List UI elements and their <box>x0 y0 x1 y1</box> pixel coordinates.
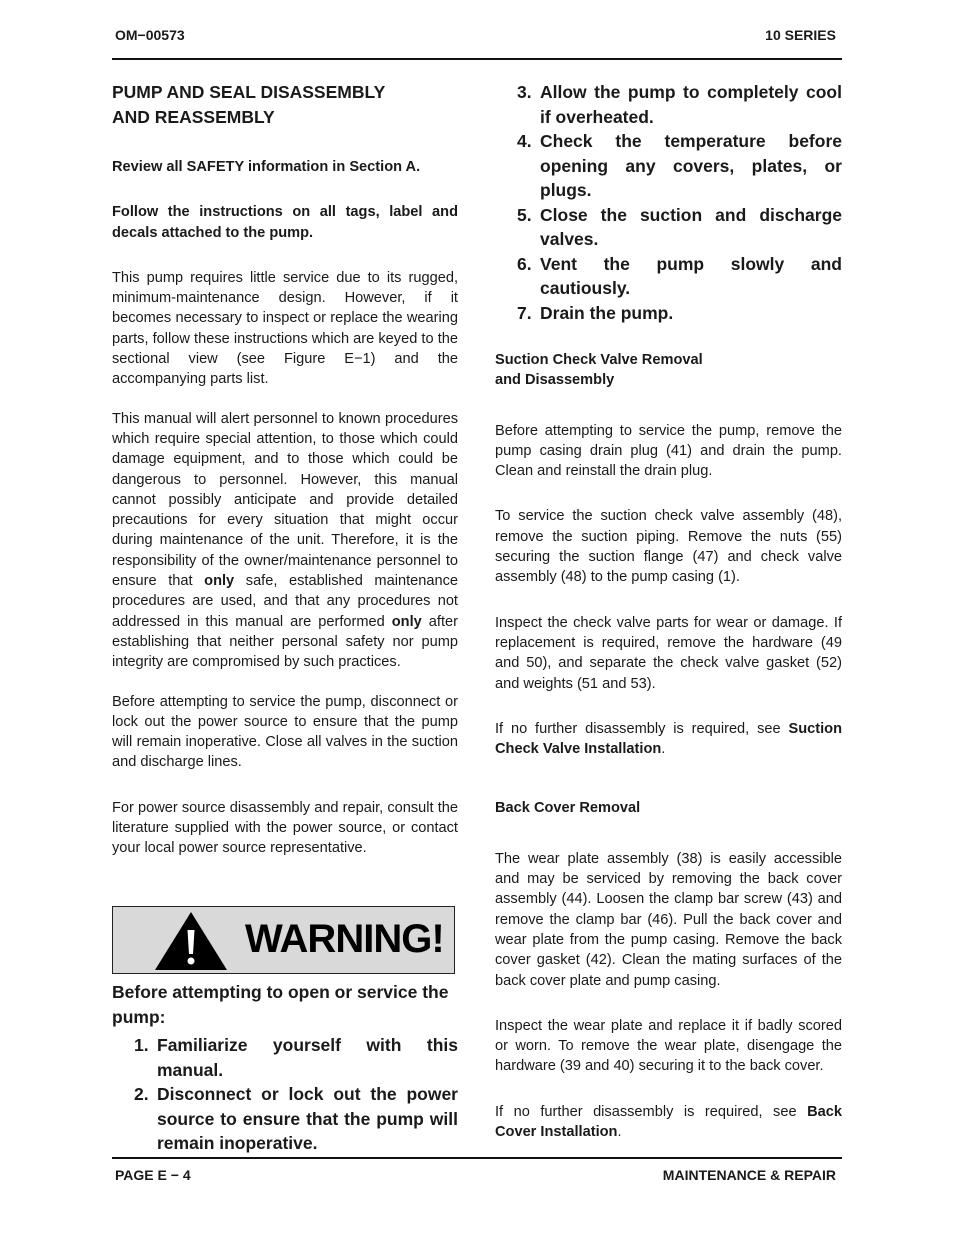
step-text: Allow the pump to completely cool if overheated. <box>540 82 842 127</box>
crossref-period: . <box>661 741 666 758</box>
crossref-link: Suction Check Valve Installation <box>495 720 842 758</box>
warning-step <box>134 1033 458 1082</box>
right-column <box>495 80 842 1142</box>
footer-rule <box>112 1157 842 1159</box>
warning-steps-left <box>112 1033 458 1156</box>
wear-plate-inspect-paragraph: Inspect the wear plate and replace it if badly scored or worn. To remove the wear plate, disengage the hardware (39 and 40) securing it to the back cover. <box>495 1017 842 1075</box>
alert-paragraph <box>112 409 458 673</box>
suction-heading-line2: and Disassembly <box>495 372 615 389</box>
step-number: 1. <box>134 1035 149 1055</box>
step-text: Disconnect or lock out the power source to ensure that the pump will remain inoperative. <box>157 1084 458 1153</box>
crossref-text: If no further disassembly is required, see <box>495 720 789 737</box>
drain-paragraph: Before attempting to service the pump, remove the pump casing drain plug (41) and drain the pump. Clean and reinstall the drain plug. <box>495 422 842 480</box>
warning-intro: Before attempting to open or service the pump: <box>112 982 449 1027</box>
suction-heading <box>495 350 842 391</box>
warning-step <box>517 203 842 252</box>
warning-step <box>517 301 842 326</box>
left-column <box>112 80 458 859</box>
step-number: 2. <box>134 1084 149 1104</box>
warning-label: WARNING! <box>245 917 444 961</box>
alert-text-1: This manual will alert personnel to known procedures which require special attention, to those which could damage equipment, and to those which could be dangerous to personnel. However, this manual cannot possibly anticipate and provide detailed precautions for every situation that might occur during maintenance of the unit. Therefore, it is the responsibility of the owner/maintenance personnel to ensure that <box>112 410 458 590</box>
step-number: 6. <box>517 253 532 274</box>
suction-heading-line1: Suction Check Valve Removal <box>495 352 703 368</box>
warning-step <box>517 80 842 129</box>
step-text: Drain the pump. <box>540 302 674 323</box>
intro-paragraph: This pump requires little service due to its rugged, minimum-maintenance design. However, if it becomes necessary to inspect or replace the wearing parts, follow these instructions which are keyed to the sectional view (see Figure E−1) and the accompanying parts list. <box>112 269 458 388</box>
alert-emphasis-1: only <box>204 573 235 590</box>
back-cover-crossref-paragraph <box>495 1102 842 1143</box>
crossref-link: Back Cover Installation <box>495 1103 842 1141</box>
warning-box <box>112 906 455 974</box>
safety-note: Review all SAFETY information in Section A. <box>112 159 421 175</box>
step-number: 7. <box>517 302 532 323</box>
section-title-line2: AND REASSEMBLY <box>112 106 275 127</box>
wear-plate-paragraph: The wear plate assembly (38) is easily accessible and may be serviced by removing the back cover assembly (44). Loosen the clamp bar screw (43) and remove the clamp bar (46). Pull the back cover and wear plate from the pump casing. Remove the back cover gasket (42). Clean the mating surfaces of the back cover plate and pump casing. <box>495 850 842 989</box>
section-title-line1: PUMP AND SEAL DISASSEMBLY <box>112 82 386 102</box>
step-number: 3. <box>517 82 532 102</box>
power-paragraph: Before attempting to service the pump, disconnect or lock out the power source to ensure that the pump will remain inoperative. Close all valves in the suction and discharge lines. <box>112 693 458 771</box>
warning-steps-right <box>495 80 842 325</box>
step-text: Vent the pump slowly and cautiously. <box>540 253 842 298</box>
alert-emphasis-2: only <box>391 613 422 630</box>
suction-crossref-paragraph <box>495 719 842 760</box>
power-source-paragraph: For power source disassembly and repair, consult the literature supplied with the power source, or contact your local power source representative. <box>112 799 458 857</box>
warning-step <box>134 1082 458 1156</box>
warning-step <box>517 129 842 203</box>
section-name: MAINTENANCE & REPAIR <box>662 1167 836 1183</box>
warning-content <box>112 980 458 1156</box>
alert-text-2: safe, established maintenance procedures are used, and that any procedures not addressed in this manual are performed <box>112 573 459 630</box>
crossref-period: . <box>617 1124 622 1141</box>
step-number: 5. <box>517 204 532 225</box>
suction-service-paragraph: To service the suction check valve assembly (48), remove the suction piping. Remove the nuts (55) securing the suction flange (47) and check valve assembly (48) to the pump casing (1). <box>495 508 842 586</box>
section-title <box>112 80 458 129</box>
crossref-text: If no further disassembly is required, see <box>495 1103 808 1120</box>
step-text: Close the suction and discharge valves. <box>540 204 842 249</box>
alert-text-3: after establishing that neither personal safety nor pump integrity are compromised by such practices. <box>112 613 458 671</box>
warning-triangle-icon <box>153 910 229 972</box>
series-label: 10 SERIES <box>765 27 836 43</box>
page-number: PAGE E − 4 <box>115 1167 191 1183</box>
check-valve-inspect-paragraph: Inspect the check valve parts for wear or damage. If replacement is required, remove the hardware (49 and 50), and separate the check valve gasket (52) and weights (51 and 53). <box>495 614 842 692</box>
step-text: Familiarize yourself with this manual. <box>157 1035 458 1080</box>
tags-note: Follow the instructions on all tags, label and decals attached to the pump. <box>112 204 458 241</box>
header-rule <box>112 58 842 60</box>
step-text: Check the temperature before opening any covers, plates, or plugs. <box>540 131 842 200</box>
back-cover-heading: Back Cover Removal <box>495 800 641 817</box>
doc-number: OM−00573 <box>115 27 185 43</box>
step-number: 4. <box>517 131 532 151</box>
warning-step <box>517 252 842 301</box>
